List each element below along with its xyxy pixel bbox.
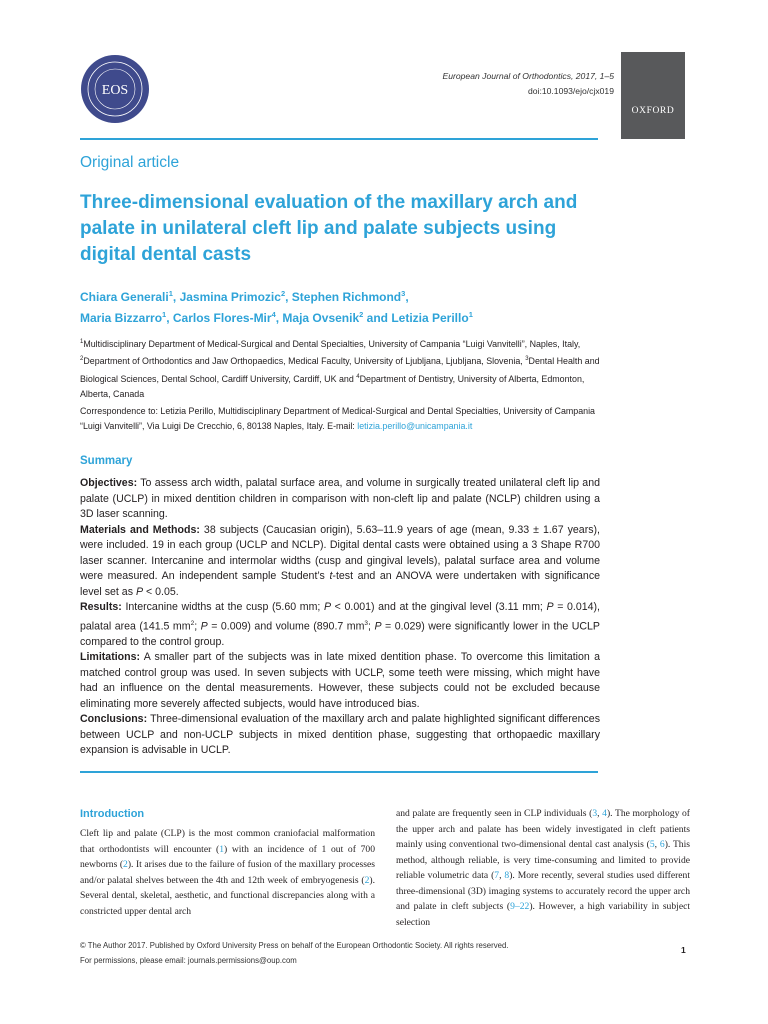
author-list: Chiara Generali$^1$, Jasmina Primozic$^2$, Stephen Richmond$^3$, Maria Bizzarro$^1$, Carlos Flores-Mir$^4$, Maja Ovsenik$^2$ and Letizia Perillo$^1$ xyxy=(80,289,473,325)
author[interactable]: Carlos Flores-Mir$^4$ xyxy=(172,310,276,325)
article-type: Original article xyxy=(80,154,180,171)
logo-text: EOS xyxy=(101,83,129,98)
summary-limitations: Limitations: A smaller part of the subjects was in late mixed dentition phase. To overcome this limitation a matched control group was used. In seven subjects with UCLP, some teeth were missing, which might have had an influence on the dental measurements. However, these subjects could not be excluded because eliminating more severely affected subjects, would have introduced bias. xyxy=(80,651,600,710)
citation-link[interactable]: 3 xyxy=(592,808,598,819)
author[interactable]: Stephen Richmond$^3$ xyxy=(291,289,406,304)
affiliations: $^1$Multidisciplinary Department of Medical-Surgical and Dental Specialties, University of Campania “Luigi Vanvitelli”, Naples, Italy, $^2$Department of Orthodontics and Jaw Orthopaedics, Medical Faculty, University of Ljubljana, Ljubljana, Slovenia, $^3$Dental Health and Biological Sciences, Dental School, Cardiff University, Cardiff, UK and $^4$Department of Dentistry, University of Alberta, Edmonton, Alberta, Canada xyxy=(80,338,600,400)
citation-link[interactable]: 5 xyxy=(649,839,655,850)
summary-divider xyxy=(80,771,598,773)
footer xyxy=(80,938,508,968)
society-logo xyxy=(80,54,150,124)
correspondence: Correspondence to: Letizia Perillo, Multidisciplinary Department of Medical-Surgical and Dental Specialties, University of Campania “Luigi Vanvitelli”, Via Luigi De Crecchio, 6, 80138 Naples, Italy. E-mail: letizia.perillo@unicampania.it xyxy=(80,406,595,432)
journal-citation: European Journal of Orthodontics, 2017, 1–5 xyxy=(442,71,614,81)
summary-objectives: Objectives: To assess arch width, palatal surface area, and volume in surgically treated unilateral cleft lip and palate (UCLP) in mixed dentition children in comparison with non-cleft lip and palate (NCLP) children using a 3D laser scanning. xyxy=(80,477,600,520)
author[interactable]: Letizia Perillo$^1$ xyxy=(391,310,473,325)
citation-link[interactable]: 7 xyxy=(494,870,500,881)
header-divider xyxy=(80,138,598,140)
body-column-right: and palate are frequently seen in CLP individuals (3, 4). The morphology of the upper arch and palate has been widely investigated in cleft patients mainly using conventional two-dimensional dental cast analysis (5, 6). This method, although reliable, is very time-consuming and limited to provide reliable volumetric data (7, 8). More recently, several studies used different three-dimensional (3D) imaging systems to accurately record the upper arch and palate in cleft subjects (9–22). However, a high variability in subject selection xyxy=(396,808,691,928)
author[interactable]: Maria Bizzarro$^1$ xyxy=(80,310,167,325)
citation-link[interactable]: 6 xyxy=(659,839,665,850)
citation-link[interactable]: 4 xyxy=(602,808,607,819)
author[interactable]: Maja Ovsenik$^2$ xyxy=(282,310,364,325)
citation-link[interactable]: 9–22 xyxy=(510,901,530,912)
summary-heading: Summary xyxy=(80,455,133,467)
summary-conclusions: Conclusions: Three-dimensional evaluation of the maxillary arch and palate highlighted significant differences between UCLP and non-UCLP subjects in mixed dentition phase, suggesting that orthopaedic maxillary expansion is advisable in UCLP. xyxy=(80,713,600,757)
article-title: Three-dimensional evaluation of the maxillary arch and palate in unilateral cleft lip and palate subjects using digital dental casts xyxy=(80,192,578,265)
permissions-notice: For permissions, please email: journals.permissions@oup.com xyxy=(80,956,297,965)
citation-link[interactable]: 2 xyxy=(364,874,370,886)
summary-body xyxy=(80,476,600,759)
citation-link[interactable]: 8 xyxy=(504,870,510,881)
page-number: 1 xyxy=(681,945,686,955)
citation-link[interactable]: 2 xyxy=(123,859,128,870)
doi[interactable]: doi:10.1093/ejo/cjx019 xyxy=(527,86,614,96)
publisher-name: OXFORD xyxy=(631,106,675,116)
introduction-heading: Introduction xyxy=(80,808,145,820)
author[interactable]: Chiara Generali$^1$ xyxy=(80,289,173,304)
citation-link[interactable]: 1 xyxy=(219,843,224,855)
summary-methods: Materials and Methods: 38 subjects (Caucasian origin), 5.63–11.9 years of age (mean, 9.33 ± 1.67 years), were included. 19 in each group (UCLP and NCLP). Digital dental casts were obtained using a 3 Shape R700 laser scanner. Intercanine and intermolar widths (cusp and gingival levels), palatal surface area and volume were measured. An independent sample Student’s t-test and an ANOVA were undertaken with significance level set as P < 0.05. xyxy=(80,523,601,598)
summary-results: Results: Intercanine widths at the cusp (5.60 mm; P < 0.001) and at the gingival level (3.11 mm; P = 0.014), palatal area (141.5 $mm^2$; P = 0.009) and volume (890.7 $mm^3$; P = 0.029) were significantly lower in the UCLP compared to the control group. xyxy=(80,601,600,648)
journal-reference xyxy=(442,69,614,99)
body-column-left: Cleft lip and palate (CLP) is the most common craniofacial malformation that orthodontists will encounter (1) with an incidence of 1 out of 700 newborns (2). It arises due to the failure of fusion of the maxillary processes and/or palatal shelves between the 4th and 12th week of embryogenesis (2). Several dental, skeletal, aesthetic, and functional discrepancies along with a constricted upper dental arch xyxy=(80,828,376,917)
email-link[interactable]: letizia.perillo@unicampania.it xyxy=(357,421,473,432)
author[interactable]: Jasmina Primozic$^2$ xyxy=(179,289,286,304)
publisher-logo xyxy=(621,52,685,139)
copyright-notice: © The Author 2017. Published by Oxford University Press on behalf of the European Orthodontic Society. All rights reserved. xyxy=(80,941,509,950)
